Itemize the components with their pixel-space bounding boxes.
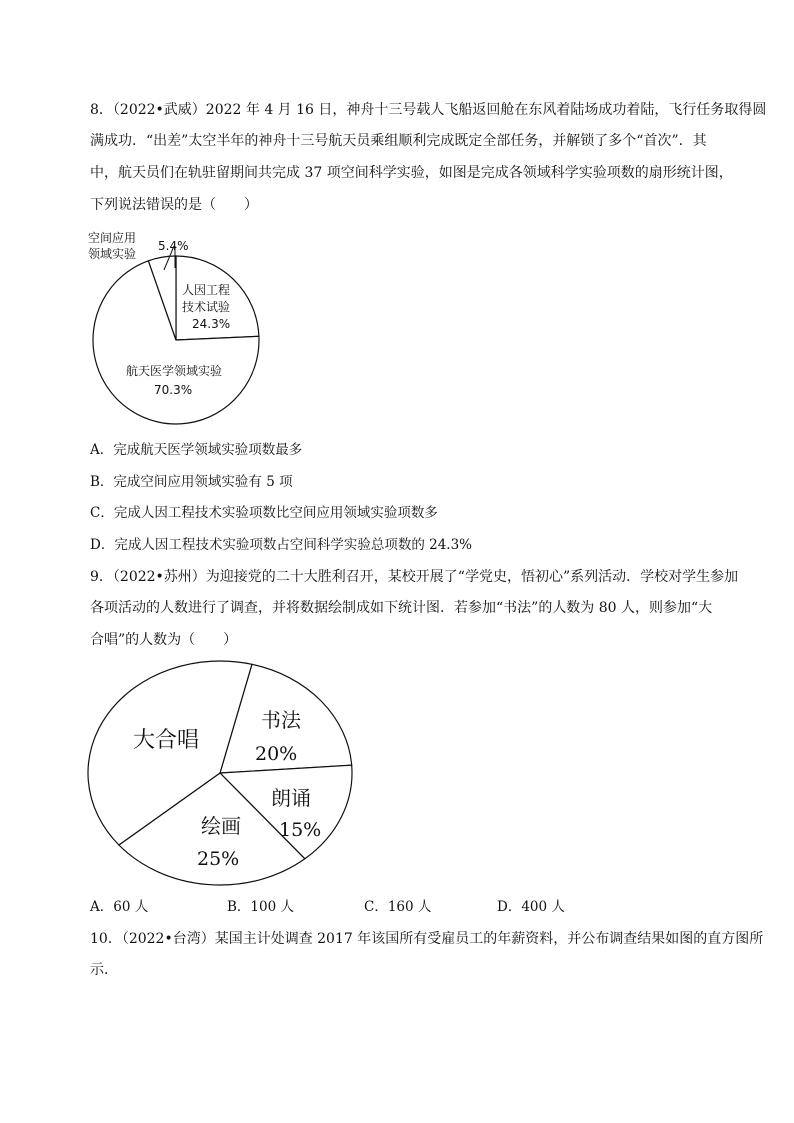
q8-option-b[interactable]: B．完成空间应用领域实验有 5 项 [90,474,293,490]
q10-stem-line-2: 示． [90,962,118,978]
q9-option-a[interactable]: A．60 人 [90,899,149,915]
q9-stem-line-1: 9．（2022•苏州）为迎接党的二十大胜利召开，某校开展了“学党史，悟初心”系列活动．学校对学生参加 [90,569,739,585]
q8-option-a[interactable]: A．完成航天医学领域实验项数最多 [90,442,303,458]
q8-pie-chart [80,222,280,428]
q8-label-human-pct: 24.3% [192,317,231,331]
q9-stem-line-3: 合唱”的人数为（ ） [90,632,238,648]
q9-pie-chart [85,655,355,895]
q8-stem-line-1: 8．（2022•武威）2022 年 4 月 16 日，神舟十三号载人飞船返回舱在东风着陆场成功着陆，飞行任务取得圆 [90,102,767,118]
q8-option-c[interactable]: C．完成人因工程技术实验项数比空间应用领域实验项数多 [90,505,438,521]
q8-label-space-pct: 5.4% [158,239,189,253]
q9-option-d[interactable]: D．400 人 [497,899,565,915]
q8-label-space-line2: 领域实验 [88,247,137,261]
q8-label-human-line2: 技术试验 [182,300,231,314]
q8-label-medical-pct: 70.3% [154,383,193,397]
q9-label-calligraphy: 书法 [261,708,301,732]
q8-option-d[interactable]: D．完成人因工程技术实验项数占空间科学实验总项数的 24.3% [90,537,473,553]
q9-stem-line-2: 各项活动的人数进行了调查，并将数据绘制成如下统计图．若参加“书法”的人数为 80 人，则参加“大 [90,600,713,616]
q8-pie-slices [93,256,259,424]
q8-stem-line-3: 中，航天员们在轨驻留期间共完成 37 项空间科学实验，如图是完成各领域科学实验项数的扇形统计图， [90,165,733,181]
q9-label-chorus: 大合唱 [133,728,200,753]
q9-label-calligraphy-pct: 20% [255,743,298,765]
q10-stem-line-1: 10．（2022•台湾）某国主计处调查 2017 年该国所有受雇员工的年薪资料，并公布调查结果如图的直方图所 [90,931,764,947]
q9-option-b[interactable]: B．100 人 [227,899,294,915]
q9-option-c[interactable]: C．160 人 [364,899,432,915]
q9-label-painting-pct: 25% [197,848,240,870]
q9-label-recitation: 朗诵 [271,786,311,810]
q9-label-painting: 绘画 [201,814,241,838]
q8-label-space-line1: 空间应用 [88,231,137,245]
q8-label-human-line1: 人因工程 [182,283,231,297]
q8-stem-line-2: 满成功．“出差”太空半年的神舟十三号航天员乘组顺利完成既定全部任务，并解锁了多个“首次”．其 [90,133,707,149]
q9-label-recitation-pct: 15% [279,819,322,841]
q8-stem-line-4: 下列说法错误的是（ ） [90,197,258,213]
q8-label-medical: 航天医学领域实验 [126,364,223,378]
